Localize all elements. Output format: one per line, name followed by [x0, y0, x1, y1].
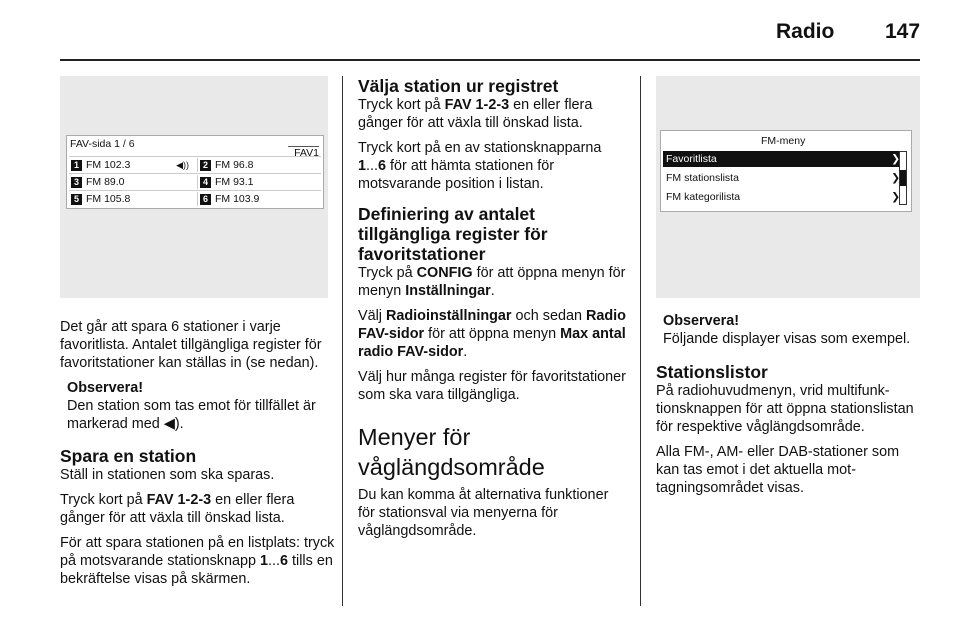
- station-label: FM 105.8: [86, 193, 131, 205]
- column-1: [60, 66, 340, 588]
- menu-item-fm-stationslista[interactable]: FM stationslista ❯: [666, 172, 900, 184]
- menu-item-fm-kategorilista[interactable]: FM kategorilista ❯: [666, 191, 900, 203]
- note-text: Den station som tas emot för tillfället är markerad med ◀).: [67, 398, 316, 432]
- station-label: FM 103.9: [215, 193, 260, 205]
- paragraph: Välj Radioinställningar och sedan Radio FAV-sidor för att öppna menyn Max antal radio FAV-sidor.: [358, 308, 626, 360]
- paragraph: Tryck kort på en av stationsknapparna 1...6 för att hämta stationen för motsvarande position i listan.: [358, 140, 602, 192]
- fav-tab: FAV1: [288, 146, 319, 159]
- section-title: Radio: [776, 20, 835, 43]
- fav-slot: [71, 192, 195, 206]
- page-number: 147: [885, 20, 921, 43]
- fav-slot: [197, 175, 324, 189]
- fav-display: [66, 135, 324, 209]
- column-divider: [640, 76, 641, 606]
- fav-slot: [71, 175, 195, 189]
- paragraph: Tryck kort på FAV 1-2-3 en eller flera gånger för att växla till önskad lista.: [60, 492, 295, 526]
- fm-menu-title: FM-meny: [761, 135, 806, 147]
- speaker-icon: ◀)): [176, 159, 189, 170]
- paragraph: Tryck kort på FAV 1-2-3 en eller flera gånger för att växla till önskad lista.: [358, 97, 593, 131]
- slot-number: 1: [71, 160, 82, 171]
- heading-station-lists: Stationslistor: [656, 362, 768, 382]
- fav-row: [69, 173, 321, 190]
- note-title: Observera!: [663, 313, 739, 329]
- note-text: Följande displayer visas som exempel.: [663, 331, 911, 347]
- note-title: Observera!: [67, 380, 143, 396]
- slot-number: 3: [71, 177, 82, 188]
- menu-item-favoritlista[interactable]: Favoritlista ❯: [663, 151, 900, 167]
- heading-select-station: Välja station ur registret: [358, 76, 559, 96]
- column-3: [656, 66, 922, 497]
- heading-band-menus: Menyer för våglängdsområde: [358, 424, 545, 480]
- scrollbar[interactable]: [899, 151, 907, 205]
- fm-menu-display: [660, 130, 912, 212]
- fav-page-title: FAV-sida 1 / 6: [70, 138, 135, 150]
- note: [656, 312, 922, 348]
- header-rule: [60, 59, 920, 61]
- slot-number: 4: [200, 177, 211, 188]
- slot-number: 6: [200, 194, 211, 205]
- station-label: FM 102.3: [86, 159, 131, 171]
- paragraph: Ställ in stationen som ska sparas.: [60, 467, 275, 483]
- column-divider: [342, 76, 343, 606]
- chevron-right-icon: ❯: [891, 153, 900, 165]
- paragraph: På radiohuvudmenyn, vrid multifunktionsknappen för att öppna stationslistan för respektive våglängdsområde.: [656, 383, 914, 435]
- heading-save-station: Spara en station: [60, 446, 197, 466]
- scroll-thumb[interactable]: [900, 170, 906, 186]
- paragraph: Tryck på CONFIG för att öppna menyn för menyn Inställningar.: [358, 265, 626, 299]
- paragraph: Välj hur många register för favoritstationer som ska vara tillgängliga.: [358, 369, 626, 403]
- chevron-right-icon: ❯: [891, 172, 900, 184]
- paragraph: För att spara stationen på en listplats: tryck på motsvarande stationsknapp 1...6 tills en bekräftelse visas på skärmen.: [60, 535, 335, 587]
- fav-slot: [197, 158, 324, 172]
- column-2: [358, 66, 626, 540]
- paragraph: Det går att spara 6 stationer i varje favoritlista. Antalet tillgängliga register för favoritstationer kan ställas in (se nedan).: [60, 319, 322, 371]
- note: [60, 379, 340, 433]
- fav-row: [69, 190, 321, 207]
- station-label: FM 93.1: [215, 176, 254, 188]
- slot-number: 2: [200, 160, 211, 171]
- paragraph: Alla FM-, AM- eller DAB-stationer som kan tas emot i det aktuella mottagningsområdet visas.: [656, 444, 900, 496]
- heading-define-registers: Definiering av antalet tillgängliga register för favoritstationer: [358, 204, 548, 264]
- station-label: FM 89.0: [86, 176, 125, 188]
- station-label: FM 96.8: [215, 159, 254, 171]
- paragraph: Du kan komma åt alternativa funktioner för stationsval via menyerna för våglängdsområde.: [358, 487, 609, 539]
- fav-slot: [71, 158, 195, 172]
- fav-row: [69, 156, 321, 173]
- fav-slot: [197, 192, 324, 206]
- fm-menu-screenshot: [656, 76, 920, 298]
- fav-list-screenshot: [60, 76, 328, 298]
- chevron-right-icon: ❯: [891, 191, 900, 203]
- slot-number: 5: [71, 194, 82, 205]
